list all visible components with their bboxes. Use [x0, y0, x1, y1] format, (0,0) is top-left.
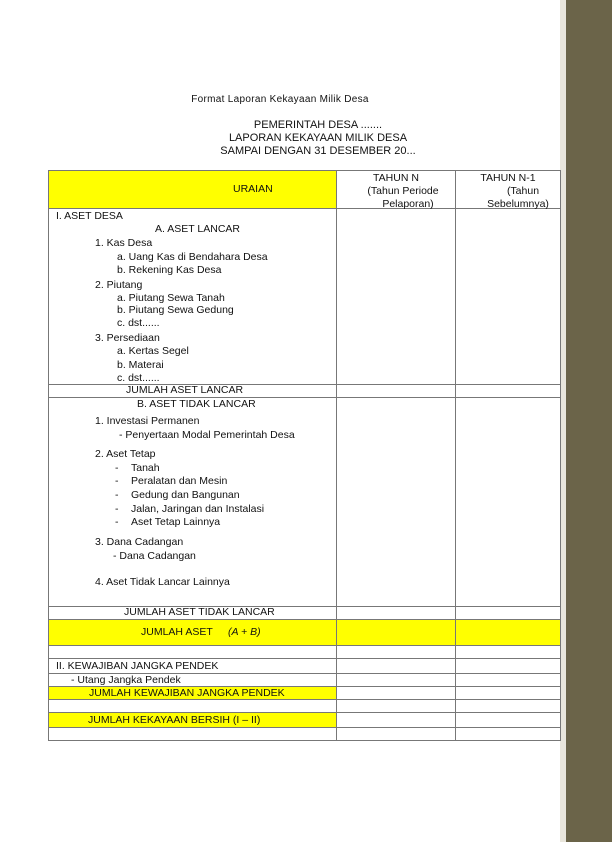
investasi-row: 1. Investasi Permanen	[95, 415, 200, 427]
kas-desa-a-row: a. Uang Kas di Bendahara Desa	[117, 251, 268, 263]
piutang-c-row: c. dst......	[117, 317, 160, 329]
utang-row: - Utang Jangka Pendek	[71, 674, 181, 686]
row-line	[48, 397, 561, 398]
tahun-n-header-2: (Tahun Periode	[367, 185, 439, 197]
header-line-3: SAMPAI DENGAN 31 DESEMBER 20...	[220, 145, 416, 157]
aset-tetap-item: Peralatan dan Mesin	[131, 475, 228, 487]
row-line	[48, 699, 561, 700]
piutang-row: 2. Piutang	[95, 279, 143, 291]
dana-cadangan-a-row: - Dana Cadangan	[113, 550, 196, 562]
row-line	[48, 645, 561, 646]
dash-marker: -	[115, 503, 119, 515]
investasi-a-row: - Penyertaan Modal Pemerintah Desa	[119, 429, 295, 441]
tahun-n1-header-1: TAHUN N-1	[480, 172, 536, 184]
tahun-n-header-3: Pelaporan)	[382, 198, 434, 210]
column-divider-1	[336, 170, 337, 741]
aset-tetap-item: Tanah	[131, 462, 160, 474]
table-border-bottom	[48, 740, 561, 741]
jumlah-aset-lancar-row: JUMLAH ASET LANCAR	[126, 384, 244, 396]
jumlah-kewajiban-row: JUMLAH KEWAJIBAN JANGKA PENDEK	[89, 687, 285, 699]
aset-tetap-item: Jalan, Jaringan dan Instalasi	[131, 503, 265, 515]
jumlah-aset-fill	[49, 620, 560, 645]
tahun-n1-header-2: (Tahun	[506, 185, 540, 197]
piutang-b-row: b. Piutang Sewa Gedung	[117, 304, 234, 316]
kewajiban-heading: II. KEWAJIBAN JANGKA PENDEK	[56, 660, 219, 672]
jumlah-kekayaan-row: JUMLAH KEKAYAAN BERSIH (I – II)	[88, 714, 261, 726]
kas-desa-row: 1. Kas Desa	[95, 237, 153, 249]
aset-tl-lainnya-row: 4. Aset Tidak Lancar Lainnya	[95, 576, 230, 588]
dana-cadangan-row: 3. Dana Cadangan	[95, 536, 184, 548]
dash-marker: -	[115, 489, 119, 501]
persediaan-b-row: b. Materai	[117, 359, 164, 371]
row-line	[48, 712, 561, 713]
row-line	[48, 727, 561, 728]
tahun-n-header-1: TAHUN N	[373, 172, 419, 184]
row-line	[48, 619, 561, 620]
persediaan-a-row: a. Kertas Segel	[117, 345, 189, 357]
uraian-header: URAIAN	[233, 183, 273, 195]
jumlah-aset-tidak-lancar-row: JUMLAH ASET TIDAK LANCAR	[124, 606, 275, 618]
jumlah-aset-row: JUMLAH ASET	[141, 626, 213, 638]
row-line	[48, 384, 561, 385]
dash-marker: -	[115, 462, 119, 474]
persediaan-c-row: c. dst......	[117, 372, 160, 384]
table-border-left	[48, 170, 49, 741]
aset-tetap-row: 2. Aset Tetap	[95, 448, 156, 460]
dash-marker: -	[115, 516, 119, 528]
aset-tetap-item: Gedung dan Bangunan	[131, 489, 240, 501]
header-line-1: PEMERINTAH DESA .......	[253, 119, 383, 131]
aset-desa-heading: I. ASET DESA	[56, 210, 123, 222]
kas-desa-b-row: b. Rekening Kas Desa	[117, 264, 222, 276]
jumlah-aset-formula: (A + B)	[228, 626, 261, 638]
aset-tidak-lancar-heading: B. ASET TIDAK LANCAR	[137, 398, 256, 410]
piutang-a-row: a. Piutang Sewa Tanah	[117, 292, 225, 304]
column-divider-2	[455, 170, 456, 741]
table-border-top	[48, 170, 561, 171]
table-border-right	[560, 170, 561, 741]
header-line-2: LAPORAN KEKAYAAN MILIK DESA	[228, 132, 408, 144]
dash-marker: -	[115, 475, 119, 487]
tahun-n1-header-3: Sebelumnya)	[487, 198, 549, 210]
row-line	[48, 658, 561, 659]
aset-tetap-item: Aset Tetap Lainnya	[131, 516, 221, 528]
uraian-header-fill	[49, 171, 336, 208]
aset-lancar-heading: A. ASET LANCAR	[155, 223, 241, 235]
format-title: Format Laporan Kekayaan Milik Desa	[191, 94, 369, 105]
persediaan-row: 3. Persediaan	[95, 332, 160, 344]
